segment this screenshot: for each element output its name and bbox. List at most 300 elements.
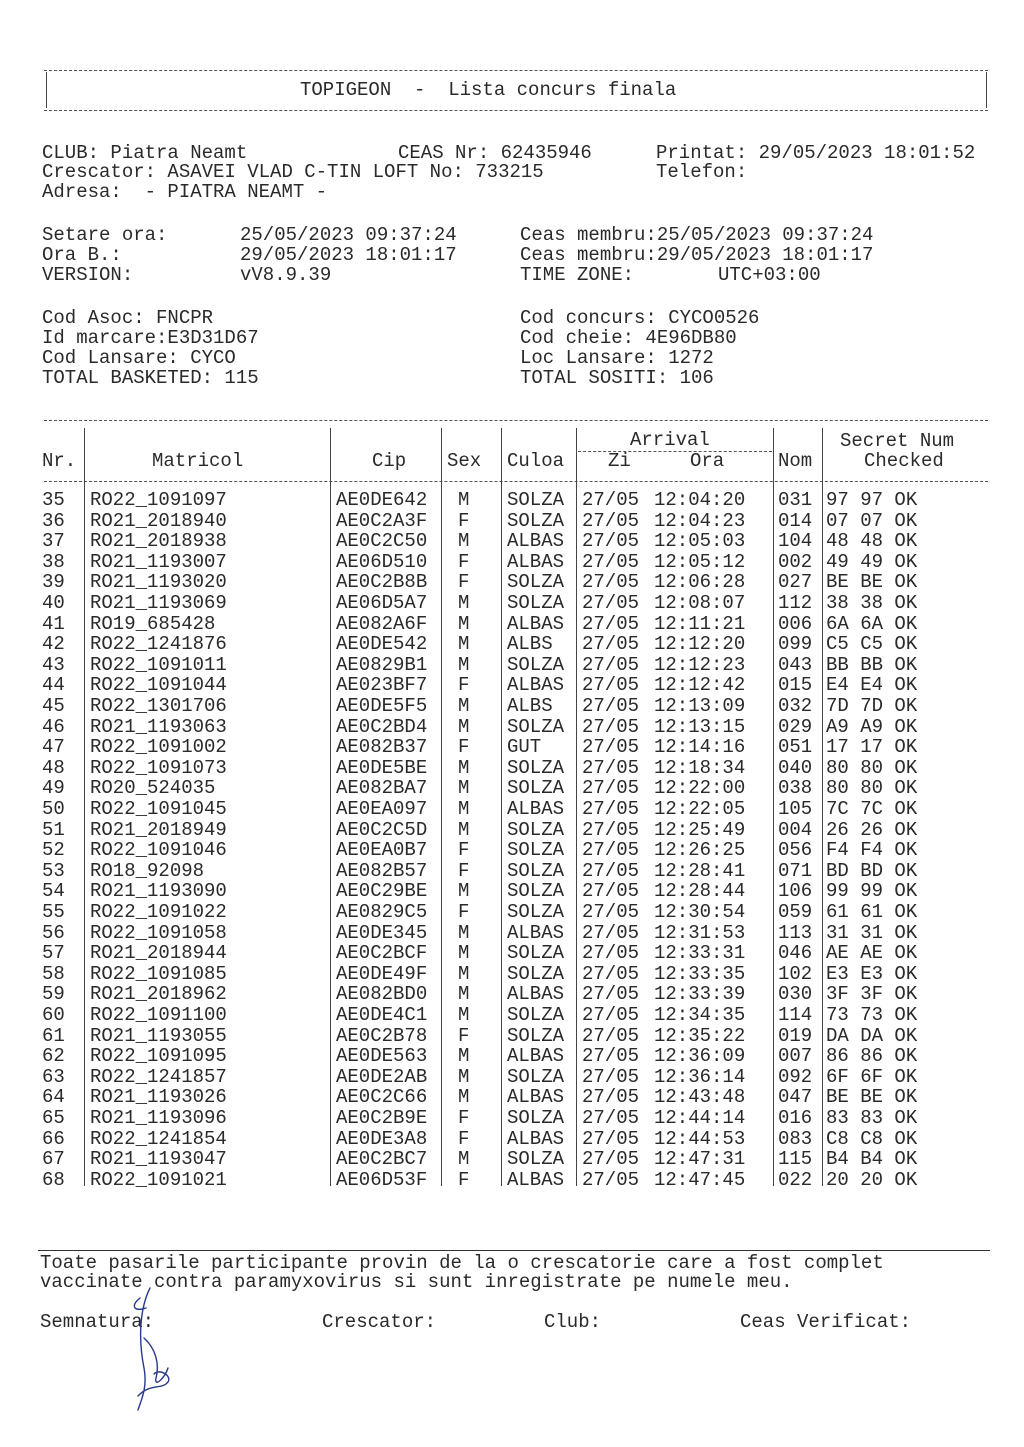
col-rule-1 [84,428,85,1186]
cell-matricol: RO22_1091011 [90,653,227,676]
cell-ora: 12:25:49 [654,818,746,841]
cell-cip: AE06D510 [336,550,428,573]
cell-zi: 27/05 [582,695,640,717]
cell-ora: 12:04:23 [654,509,746,532]
breeder-sign-label: Crescator: [322,1311,437,1333]
cell-secret: 48 48 OK [826,530,918,553]
cell-nr: 57 [42,942,65,965]
col-header-culoa: Culoa [507,450,565,472]
cell-matricol: RO22_1091044 [90,674,227,697]
cell-culoa: ALBAS [507,674,565,697]
ceas-membru-1: Ceas membru:25/05/2023 09:37:24 [520,224,874,246]
cell-nr: 64 [42,1086,65,1109]
orab-label: Ora B.: [42,244,122,266]
cell-nr: 46 [42,715,65,738]
cell-culoa: SOLZA [507,859,565,882]
cell-ora: 12:05:12 [654,550,746,573]
cell-cip: AE0EA097 [336,798,428,820]
cell-ora: 12:12:42 [654,674,746,697]
cell-cip: AE06D5A7 [336,592,428,614]
cell-secret: 49 49 OK [826,550,918,573]
cell-ora: 12:11:21 [654,612,746,635]
cell-zi: 27/05 [582,901,640,923]
cell-nr: 37 [42,530,65,553]
cell-zi: 27/05 [582,530,640,553]
cell-zi: 27/05 [582,550,640,573]
cell-secret: 20 20 OK [826,1168,918,1191]
cell-cip: AE0829C5 [336,901,428,923]
cell-ora: 12:44:53 [654,1127,746,1150]
version-value: vV8.9.39 [240,264,332,286]
cell-secret: 7C 7C OK [826,798,918,820]
cell-sex: M [458,715,470,738]
cell-nom: 092 [778,1065,813,1088]
col-header-nr: Nr. [42,450,77,472]
title-box-right [986,72,987,108]
cell-sex: M [458,818,470,841]
cell-matricol: RO21_1193026 [90,1086,227,1109]
cell-secret: BE BE OK [826,571,918,594]
cell-matricol: RO22_1091085 [90,962,227,985]
cell-zi: 27/05 [582,1004,640,1026]
cell-culoa: ALBAS [507,1127,565,1150]
cell-nom: 006 [778,612,813,635]
cell-sex: M [458,1065,470,1088]
cell-zi: 27/05 [582,1024,640,1047]
col-rule-6 [773,428,774,1186]
cell-secret: 80 80 OK [826,756,918,779]
cell-culoa: SOLZA [507,1065,565,1088]
cell-matricol: RO22_1091045 [90,798,227,820]
cell-ora: 12:33:35 [654,962,746,985]
cell-matricol: RO22_1091021 [90,1168,227,1191]
cell-sex: F [458,1107,470,1129]
cell-sex: M [458,530,470,553]
cell-sex: M [458,921,470,944]
col-rule-7 [822,428,823,1186]
cell-sex: M [458,1004,470,1026]
cell-sex: M [458,1045,470,1068]
cell-matricol: RO21_2018949 [90,818,227,841]
cell-cip: AE0DE3A8 [336,1127,428,1150]
cell-sex: F [458,571,470,594]
printed-timestamp: Printat: 29/05/2023 18:01:52 [656,142,976,164]
cell-nom: 047 [778,1086,813,1109]
loc-lansare: Loc Lansare: 1272 [520,347,714,369]
cell-sex: F [458,839,470,862]
cell-sex: F [458,509,470,532]
cell-cip: AE0C2B9E [336,1107,428,1129]
cell-nr: 43 [42,653,65,676]
cell-sex: F [458,859,470,882]
address: Adresa: - PIATRA NEAMT - [42,181,328,203]
cell-cip: AE06D53F [336,1168,428,1191]
cell-culoa: SOLZA [507,1024,565,1047]
cell-nr: 47 [42,736,65,759]
cell-zi: 27/05 [582,880,640,903]
cell-matricol: RO21_1193069 [90,592,227,614]
cell-matricol: RO22_1091100 [90,1004,227,1026]
setare-label: Setare ora: [42,224,168,246]
cell-sex: M [458,612,470,635]
cell-cip: AE023BF7 [336,674,428,697]
cell-sex: M [458,983,470,1006]
cell-cip: AE082BD0 [336,983,428,1006]
cell-secret: 80 80 OK [826,777,918,800]
col-header-checked: Checked [864,450,944,472]
cell-ora: 12:04:20 [654,489,746,511]
cell-secret: B4 B4 OK [826,1148,918,1171]
cell-nom: 043 [778,653,813,676]
cell-culoa: SOLZA [507,653,565,676]
cell-culoa: ALBS [507,695,553,717]
cell-matricol: RO21_1193047 [90,1148,227,1171]
club-sign-label: Club: [544,1311,602,1333]
cell-secret: C8 C8 OK [826,1127,918,1150]
cell-ora: 12:05:03 [654,530,746,553]
cell-sex: M [458,633,470,656]
footer-rule [38,1250,990,1251]
cell-matricol: RO21_2018944 [90,942,227,965]
cell-nom: 015 [778,674,813,697]
table-header-rule [44,481,988,482]
col-header-cip: Cip [372,450,407,472]
cell-sex: F [458,550,470,573]
cell-secret: AE AE OK [826,942,918,965]
cell-ora: 12:44:14 [654,1107,746,1129]
cell-nr: 48 [42,756,65,779]
cell-ora: 12:36:09 [654,1045,746,1068]
cell-ora: 12:12:20 [654,633,746,656]
id-marcare: Id marcare:E3D31D67 [42,327,259,349]
cell-ora: 12:34:35 [654,1004,746,1026]
cell-nom: 040 [778,756,813,779]
cell-secret: BE BE OK [826,1086,918,1109]
cell-culoa: SOLZA [507,1004,565,1026]
cell-sex: M [458,653,470,676]
cell-nom: 056 [778,839,813,862]
table-top-rule [44,420,988,421]
cell-matricol: RO21_1193007 [90,550,227,573]
cell-nr: 41 [42,612,65,635]
cell-nr: 63 [42,1065,65,1088]
cell-zi: 27/05 [582,859,640,882]
cell-culoa: GUT [507,736,542,759]
cell-nom: 016 [778,1107,813,1129]
cell-matricol: RO22_1091095 [90,1045,227,1068]
cell-zi: 27/05 [582,983,640,1006]
cell-matricol: RO22_1091022 [90,901,227,923]
cell-zi: 27/05 [582,777,640,800]
cell-matricol: RO22_1091046 [90,839,227,862]
cell-secret: 86 86 OK [826,1045,918,1068]
cell-matricol: RO21_2018938 [90,530,227,553]
cell-cip: AE0DE4C1 [336,1004,428,1026]
cell-zi: 27/05 [582,1065,640,1088]
cell-secret: 83 83 OK [826,1107,918,1129]
cell-cip: AE0DE642 [336,489,428,511]
cell-culoa: SOLZA [507,962,565,985]
cell-zi: 27/05 [582,962,640,985]
cell-nr: 67 [42,1148,65,1171]
cell-matricol: RO21_2018940 [90,509,227,532]
cell-sex: M [458,777,470,800]
phone-label: Telefon: [656,161,748,183]
cell-nr: 42 [42,633,65,656]
cell-sex: F [458,674,470,697]
title-box-top [44,70,988,71]
cell-nr: 50 [42,798,65,820]
cell-cip: AE0C2C66 [336,1086,428,1109]
cell-nom: 102 [778,962,813,985]
cell-cip: AE0DE5F5 [336,695,428,717]
cell-nr: 54 [42,880,65,903]
cell-sex: F [458,901,470,923]
total-sositi: TOTAL SOSITI: 106 [520,367,714,389]
cell-nom: 083 [778,1127,813,1150]
cell-nom: 112 [778,592,813,614]
cell-secret: 26 26 OK [826,818,918,841]
cell-culoa: ALBAS [507,983,565,1006]
cell-nom: 032 [778,695,813,717]
cell-zi: 27/05 [582,1086,640,1109]
cell-cip: AE0C2A3F [336,509,428,532]
cell-ora: 12:18:34 [654,756,746,779]
cell-nr: 36 [42,509,65,532]
cell-sex: M [458,880,470,903]
cell-culoa: SOLZA [507,1148,565,1171]
title-box-bottom [44,110,988,111]
cell-nom: 104 [778,530,813,553]
cell-culoa: SOLZA [507,880,565,903]
cell-ora: 12:08:07 [654,592,746,614]
cell-cip: AE0EA0B7 [336,839,428,862]
cell-matricol: RO21_1193090 [90,880,227,903]
cell-culoa: SOLZA [507,777,565,800]
cell-zi: 27/05 [582,592,640,614]
cell-ora: 12:35:22 [654,1024,746,1047]
cell-zi: 27/05 [582,1127,640,1150]
cell-secret: 6F 6F OK [826,1065,918,1088]
cell-matricol: RO22_1301706 [90,695,227,717]
cell-nr: 62 [42,1045,65,1068]
cell-ora: 12:28:41 [654,859,746,882]
cell-matricol: RO21_1193020 [90,571,227,594]
cell-ora: 12:13:09 [654,695,746,717]
cell-matricol: RO22_1091073 [90,756,227,779]
cell-nr: 38 [42,550,65,573]
cell-nom: 038 [778,777,813,800]
cell-cip: AE082B57 [336,859,428,882]
cell-nr: 58 [42,962,65,985]
cell-culoa: SOLZA [507,489,565,511]
cell-cip: AE082B37 [336,736,428,759]
cell-culoa: ALBAS [507,921,565,944]
col-rule-3 [441,428,442,1186]
col-header-ora: Ora [690,450,725,472]
cell-cip: AE0DE345 [336,921,428,944]
cell-secret: A9 A9 OK [826,715,918,738]
cell-nr: 51 [42,818,65,841]
cell-cip: AE082A6F [336,612,428,635]
cell-matricol: RO22_1241854 [90,1127,227,1150]
cell-zi: 27/05 [582,674,640,697]
cell-sex: M [458,592,470,614]
cell-culoa: SOLZA [507,715,565,738]
cell-nr: 44 [42,674,65,697]
cell-secret: 07 07 OK [826,509,918,532]
cell-ora: 12:22:00 [654,777,746,800]
cell-matricol: RO19_685428 [90,612,216,635]
cell-sex: F [458,1127,470,1150]
cell-nr: 35 [42,489,65,511]
cell-zi: 27/05 [582,818,640,841]
cell-matricol: RO22_1091097 [90,489,227,511]
cell-nr: 45 [42,695,65,717]
cell-zi: 27/05 [582,715,640,738]
cod-cheie: Cod cheie: 4E96DB80 [520,327,737,349]
cell-zi: 27/05 [582,612,640,635]
cell-ora: 12:06:28 [654,571,746,594]
setare-value: 25/05/2023 09:37:24 [240,224,457,246]
cell-nom: 029 [778,715,813,738]
ceas-membru-2: Ceas membru:29/05/2023 18:01:17 [520,244,874,266]
cell-nr: 65 [42,1107,65,1129]
cell-nom: 071 [778,859,813,882]
cell-secret: 99 99 OK [826,880,918,903]
cell-cip: AE0DE2AB [336,1065,428,1088]
page-title: TOPIGEON - Lista concurs finala [300,79,677,101]
cell-ora: 12:26:25 [654,839,746,862]
cell-nom: 059 [778,901,813,923]
cell-cip: AE0DE563 [336,1045,428,1068]
vaccination-statement-1: Toate pasarile participante provin de la o crescatorie care a fost complet [40,1252,884,1274]
cell-cip: AE0829B1 [336,653,428,676]
cell-matricol: RO21_1193055 [90,1024,227,1047]
cell-cip: AE0DE5BE [336,756,428,779]
ceas-number: CEAS Nr: 62435946 [398,142,592,164]
cell-secret: 7D 7D OK [826,695,918,717]
cell-sex: M [458,798,470,820]
cell-nom: 031 [778,489,813,511]
cell-culoa: ALBAS [507,1045,565,1068]
cell-nr: 59 [42,983,65,1006]
cell-sex: M [458,962,470,985]
cell-culoa: SOLZA [507,818,565,841]
cell-ora: 12:33:39 [654,983,746,1006]
cell-sex: F [458,736,470,759]
cell-nom: 051 [778,736,813,759]
cell-nr: 52 [42,839,65,862]
col-header-matricol: Matricol [152,450,244,472]
signature-label: Semnatura: [40,1311,155,1333]
cell-culoa: SOLZA [507,1107,565,1129]
cell-ora: 12:31:53 [654,921,746,944]
cell-zi: 27/05 [582,1045,640,1068]
cell-culoa: SOLZA [507,839,565,862]
cell-nr: 61 [42,1024,65,1047]
cell-culoa: ALBAS [507,550,565,573]
cell-cip: AE0C2BD4 [336,715,428,738]
cell-ora: 12:36:14 [654,1065,746,1088]
cell-secret: 61 61 OK [826,901,918,923]
col-header-zi: Zi [608,450,631,472]
cell-ora: 12:13:15 [654,715,746,738]
cell-secret: 73 73 OK [826,1004,918,1026]
cell-nom: 004 [778,818,813,841]
cell-cip: AE0DE49F [336,962,428,985]
col-header-sex: Sex [447,450,482,472]
cell-culoa: ALBAS [507,1086,565,1109]
cell-sex: F [458,1024,470,1047]
cell-secret: E3 E3 OK [826,962,918,985]
col-rule-5 [576,428,577,1186]
cell-matricol: RO22_1091058 [90,921,227,944]
cell-matricol: RO22_1091002 [90,736,227,759]
cell-zi: 27/05 [582,736,640,759]
cell-nr: 66 [42,1127,65,1150]
cell-nr: 53 [42,859,65,882]
cell-ora: 12:47:31 [654,1148,746,1171]
col-header-secret: Secret Num [840,430,955,452]
cell-zi: 27/05 [582,798,640,820]
timezone-label: TIME ZONE: [520,264,635,286]
cell-culoa: SOLZA [507,942,565,965]
cod-concurs: Cod concurs: CYCO0526 [520,307,760,329]
cell-matricol: RO21_1193063 [90,715,227,738]
cell-ora: 12:14:16 [654,736,746,759]
cell-nom: 105 [778,798,813,820]
cell-sex: M [458,756,470,779]
cell-nom: 002 [778,550,813,573]
cell-nom: 014 [778,509,813,532]
cell-matricol: RO22_1241857 [90,1065,227,1088]
col-rule-2 [330,428,331,1186]
cell-nom: 113 [778,921,813,944]
cell-sex: F [458,1168,470,1191]
cell-nom: 115 [778,1148,813,1171]
cell-secret: 97 97 OK [826,489,918,511]
vaccination-statement-2: vaccinate contra paramyxovirus si sunt inregistrate pe numele meu. [40,1271,793,1293]
cell-matricol: RO21_1193096 [90,1107,227,1129]
cell-nr: 39 [42,571,65,594]
cell-culoa: ALBS [507,633,553,656]
handwritten-signature [110,1278,190,1418]
cell-zi: 27/05 [582,839,640,862]
cell-cip: AE0C2B78 [336,1024,428,1047]
cell-ora: 12:47:45 [654,1168,746,1191]
cell-nom: 027 [778,571,813,594]
cell-zi: 27/05 [582,509,640,532]
cell-secret: 17 17 OK [826,736,918,759]
cell-sex: M [458,695,470,717]
cell-nr: 49 [42,777,65,800]
cell-culoa: ALBAS [507,1168,565,1191]
cell-nr: 55 [42,901,65,923]
cell-zi: 27/05 [582,1168,640,1191]
cell-matricol: RO20_524035 [90,777,216,800]
cell-zi: 27/05 [582,489,640,511]
cell-culoa: ALBAS [507,612,565,635]
cell-nom: 022 [778,1168,813,1191]
col-rule-4 [501,428,502,1186]
cell-matricol: RO21_2018962 [90,983,227,1006]
cell-culoa: ALBAS [507,530,565,553]
cell-culoa: ALBAS [507,798,565,820]
cell-culoa: SOLZA [507,592,565,614]
cell-sex: M [458,489,470,511]
cell-cip: AE0C2C5D [336,818,428,841]
